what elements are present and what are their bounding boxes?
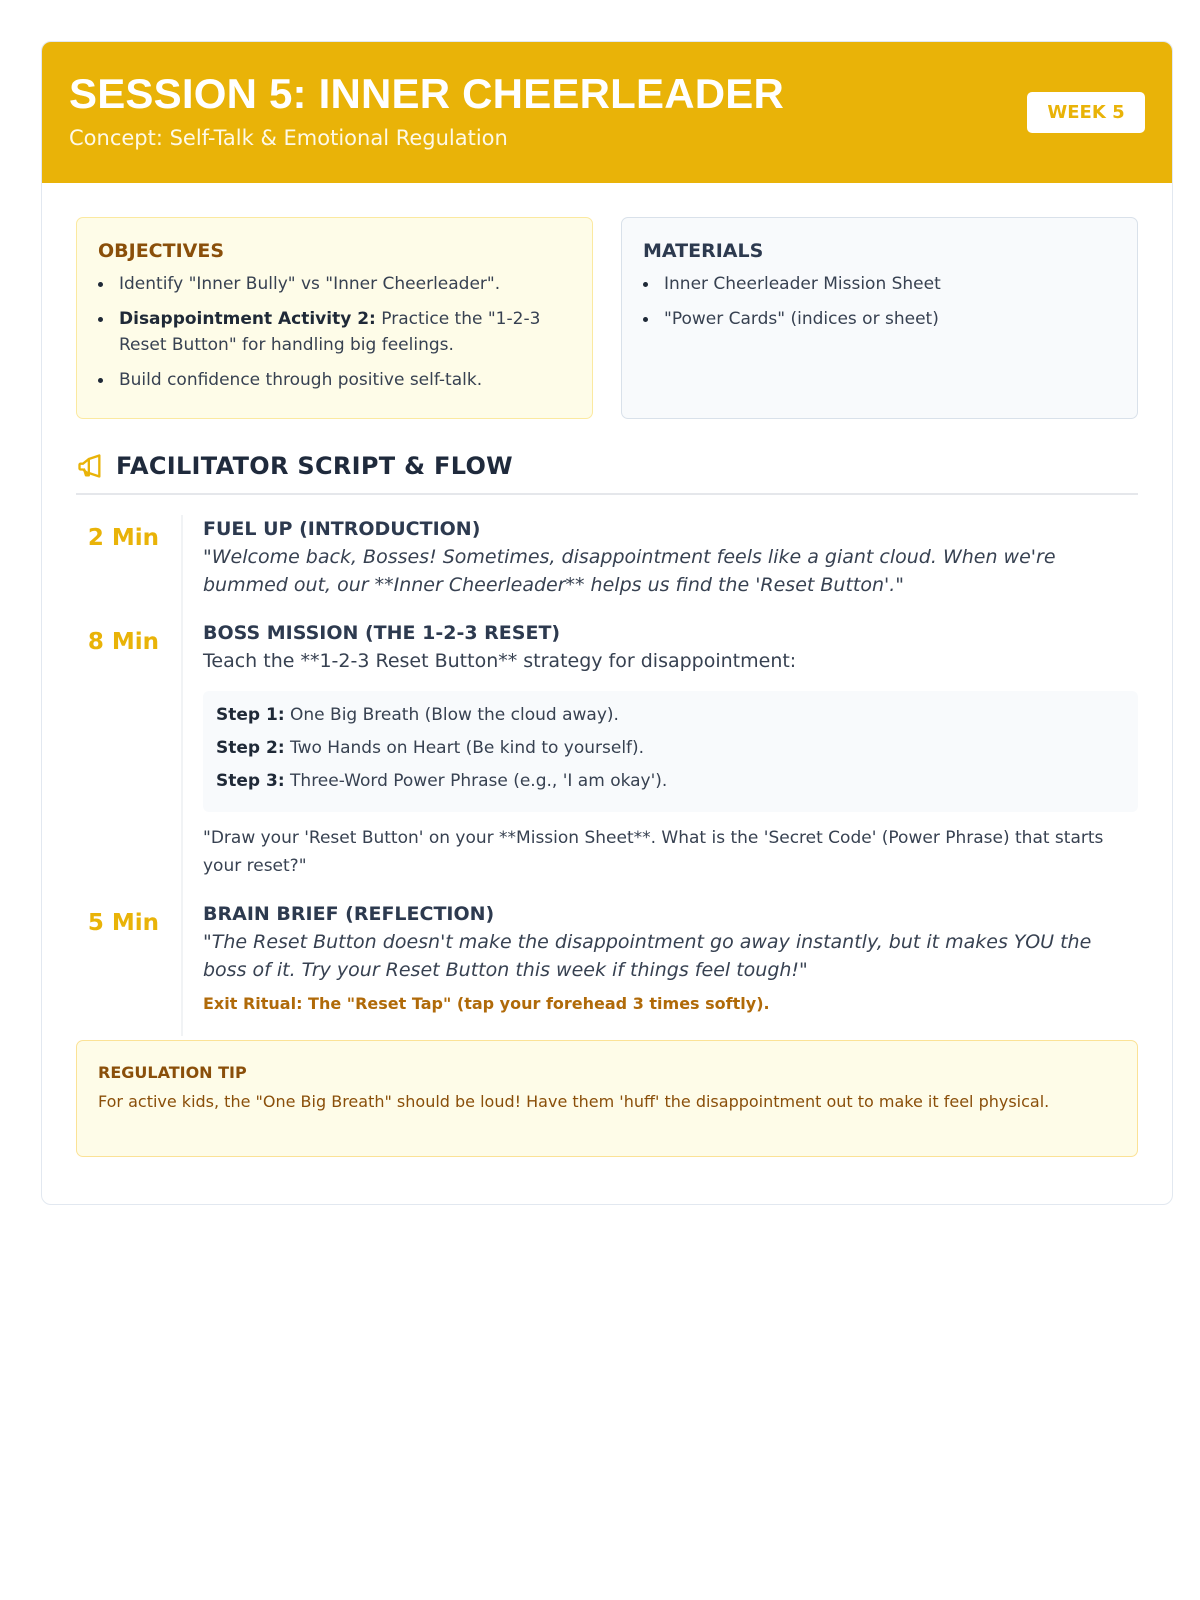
script-section-title: FACILITATOR SCRIPT & FLOW xyxy=(116,452,513,480)
session-body xyxy=(42,183,1172,1157)
flow-step xyxy=(76,900,1138,1036)
tip-text: For active kids, the "One Big Breath" should be loud! Have them 'huff' the disappointment out to make it feel physical. xyxy=(98,1092,1050,1111)
reset-step-text: Three-Word Power Phrase (e.g., 'I am okay'). xyxy=(284,771,668,791)
reset-step xyxy=(216,736,1124,760)
objective-text: Practice the "1-2-3 Reset Button" for handling big feelings. xyxy=(119,309,541,355)
week-badge: WEEK 5 xyxy=(1027,92,1145,133)
reset-steps-box xyxy=(203,691,1138,812)
session-card xyxy=(41,41,1173,1205)
reset-step-label: Step 2: xyxy=(216,738,285,758)
session-title: SESSION 5: INNER CHEERLEADER xyxy=(69,70,785,117)
objectives-title: OBJECTIVES xyxy=(98,240,225,262)
step-content xyxy=(181,900,1138,1036)
objective-text: Identify "Inner Bully" vs "Inner Cheerleader". xyxy=(119,274,501,294)
materials-box xyxy=(621,217,1138,419)
info-row xyxy=(76,217,1138,419)
materials-list xyxy=(643,271,1116,332)
script-section-header xyxy=(76,449,1138,495)
exit-ritual: Exit Ritual: The "Reset Tap" (tap your forehead 3 times softly). xyxy=(203,994,770,1013)
session-header xyxy=(42,42,1172,183)
script-flow xyxy=(76,515,1138,1036)
flow-step xyxy=(76,619,1138,900)
step-time: 2 Min xyxy=(87,525,159,551)
megaphone-icon xyxy=(76,452,104,480)
objective-bold: Disappointment Activity 2: xyxy=(119,309,376,329)
step-content xyxy=(181,619,1138,900)
objective-item xyxy=(98,271,571,297)
regulation-tip-box xyxy=(76,1040,1138,1157)
step-quote: "The Reset Button doesn't make the disappointment go away instantly, but it makes YOU the boss of it. Try your Reset Button this week if things feel tough!" xyxy=(203,931,1092,981)
material-item: Inner Cheerleader Mission Sheet xyxy=(643,271,1116,297)
objectives-list xyxy=(98,271,571,393)
reset-step-label: Step 3: xyxy=(216,771,285,791)
flow-step xyxy=(76,515,1138,619)
tip-title: REGULATION TIP xyxy=(98,1063,247,1082)
material-item: "Power Cards" (indices or sheet) xyxy=(643,306,1116,332)
step-draw-prompt: "Draw your 'Reset Button' on your **Mission Sheet**. What is the 'Secret Code' (Power Phrase) that starts your reset?" xyxy=(203,828,1104,876)
reset-step xyxy=(216,769,1124,793)
objectives-box xyxy=(76,217,593,419)
step-title: FUEL UP (INTRODUCTION) xyxy=(203,518,481,540)
step-instruction: Teach the **1-2-3 Reset Button** strategy for disappointment: xyxy=(203,650,797,672)
materials-title: MATERIALS xyxy=(643,240,764,262)
step-time: 8 Min xyxy=(87,629,159,655)
objective-text: Build confidence through positive self-talk. xyxy=(119,370,483,390)
reset-step xyxy=(216,703,1124,727)
objective-item xyxy=(98,367,571,393)
reset-step-text: One Big Breath (Blow the cloud away). xyxy=(284,705,619,725)
reset-step-label: Step 1: xyxy=(216,705,285,725)
step-title: BRAIN BRIEF (REFLECTION) xyxy=(203,903,495,925)
session-concept: Concept: Self-Talk & Emotional Regulation xyxy=(69,126,508,150)
step-time: 5 Min xyxy=(87,910,159,936)
objective-item xyxy=(98,306,571,358)
reset-step-text: Two Hands on Heart (Be kind to yourself). xyxy=(284,738,645,758)
step-content xyxy=(181,515,1138,619)
step-title: BOSS MISSION (THE 1-2-3 RESET) xyxy=(203,622,561,644)
step-quote: "Welcome back, Bosses! Sometimes, disappointment feels like a giant cloud. When we're bummed out, our **Inner Cheerleader** helps us find the 'Reset Button'." xyxy=(203,546,1056,596)
